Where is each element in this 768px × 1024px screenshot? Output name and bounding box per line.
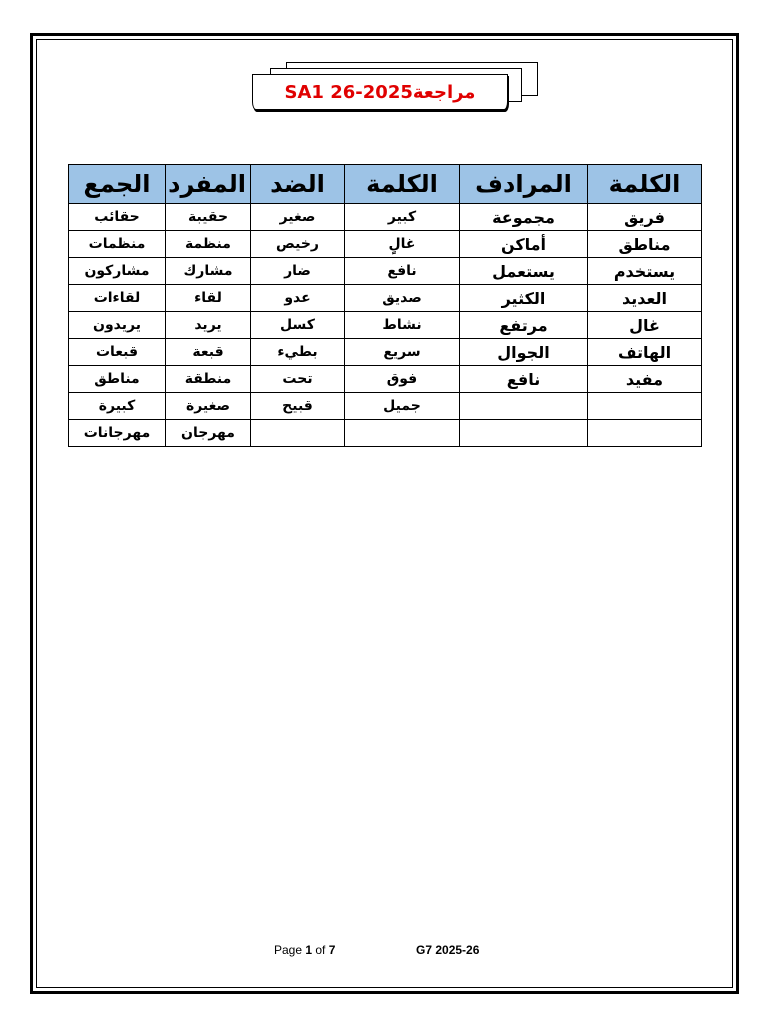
page-title: مراجعة2025-26 SA1 bbox=[284, 81, 476, 103]
table-cell bbox=[251, 420, 345, 447]
table-cell: يريد bbox=[166, 312, 251, 339]
table-cell: غالٍ bbox=[345, 231, 460, 258]
table-cell: فريق bbox=[588, 204, 702, 231]
table-cell: الهاتف bbox=[588, 339, 702, 366]
table-cell: رخيص bbox=[251, 231, 345, 258]
table-cell: صغيرة bbox=[166, 393, 251, 420]
table-cell: الجوال bbox=[460, 339, 588, 366]
table-cell: يستخدم bbox=[588, 258, 702, 285]
table-cell: قبعات bbox=[69, 339, 166, 366]
table-cell: منطقة bbox=[166, 366, 251, 393]
table-cell bbox=[588, 420, 702, 447]
table-row bbox=[69, 393, 702, 420]
table-row bbox=[69, 204, 702, 231]
table-cell: مرتفع bbox=[460, 312, 588, 339]
table-cell: تحت bbox=[251, 366, 345, 393]
grade-year: G7 2025-26 bbox=[416, 943, 480, 957]
table-cell: فوق bbox=[345, 366, 460, 393]
table-row bbox=[69, 258, 702, 285]
table-cell: مجموعة bbox=[460, 204, 588, 231]
header-singular: المفرد bbox=[166, 165, 251, 204]
banner-front-layer bbox=[252, 74, 508, 110]
table-cell: كبير bbox=[345, 204, 460, 231]
table-cell: نشاط bbox=[345, 312, 460, 339]
table-cell: لقاءات bbox=[69, 285, 166, 312]
table-cell: لقاء bbox=[166, 285, 251, 312]
table-cell: نافع bbox=[460, 366, 588, 393]
table-cell: يريدون bbox=[69, 312, 166, 339]
table-cell: بطيء bbox=[251, 339, 345, 366]
header-plural: الجمع bbox=[69, 165, 166, 204]
header-word: الكلمة bbox=[588, 165, 702, 204]
table-row bbox=[69, 312, 702, 339]
table-cell: منظمات bbox=[69, 231, 166, 258]
table-cell: صغير bbox=[251, 204, 345, 231]
table-cell: مناطق bbox=[588, 231, 702, 258]
table-cell: حقائب bbox=[69, 204, 166, 231]
table-row bbox=[69, 285, 702, 312]
table-cell: مناطق bbox=[69, 366, 166, 393]
header-synonym: المرادف bbox=[460, 165, 588, 204]
table-cell: حقيبة bbox=[166, 204, 251, 231]
table-cell bbox=[460, 420, 588, 447]
table-cell: ضار bbox=[251, 258, 345, 285]
table-cell: مفيد bbox=[588, 366, 702, 393]
table-cell: منظمة bbox=[166, 231, 251, 258]
table-cell: قبعة bbox=[166, 339, 251, 366]
table-cell bbox=[460, 393, 588, 420]
page-of: of bbox=[312, 943, 329, 957]
table-cell: مشارك bbox=[166, 258, 251, 285]
table-cell: مهرجانات bbox=[69, 420, 166, 447]
vocabulary-table bbox=[68, 164, 702, 447]
table-cell: العديد bbox=[588, 285, 702, 312]
table-cell: جميل bbox=[345, 393, 460, 420]
table-cell: سريع bbox=[345, 339, 460, 366]
page-total: 7 bbox=[328, 943, 336, 957]
table-cell: عدو bbox=[251, 285, 345, 312]
table-cell: غال bbox=[588, 312, 702, 339]
table-cell: أماكن bbox=[460, 231, 588, 258]
page-current: 1 bbox=[305, 943, 313, 957]
table-cell: قبيح bbox=[251, 393, 345, 420]
page-prefix: Page bbox=[274, 943, 306, 957]
table-row bbox=[69, 420, 702, 447]
table-cell: مشاركون bbox=[69, 258, 166, 285]
table-row bbox=[69, 366, 702, 393]
header-antonym: الضد bbox=[251, 165, 345, 204]
page-number bbox=[274, 943, 335, 957]
table-row bbox=[69, 339, 702, 366]
header-word-2: الكلمة bbox=[345, 165, 460, 204]
table-cell: كبيرة bbox=[69, 393, 166, 420]
table-cell: نافع bbox=[345, 258, 460, 285]
table-cell: الكثير bbox=[460, 285, 588, 312]
table-cell: صديق bbox=[345, 285, 460, 312]
table-cell: يستعمل bbox=[460, 258, 588, 285]
table-row bbox=[69, 231, 702, 258]
table-cell bbox=[588, 393, 702, 420]
table-header-row bbox=[69, 165, 702, 204]
table-cell: كسل bbox=[251, 312, 345, 339]
title-banner bbox=[252, 60, 542, 110]
table-cell bbox=[345, 420, 460, 447]
table-cell: مهرجان bbox=[166, 420, 251, 447]
